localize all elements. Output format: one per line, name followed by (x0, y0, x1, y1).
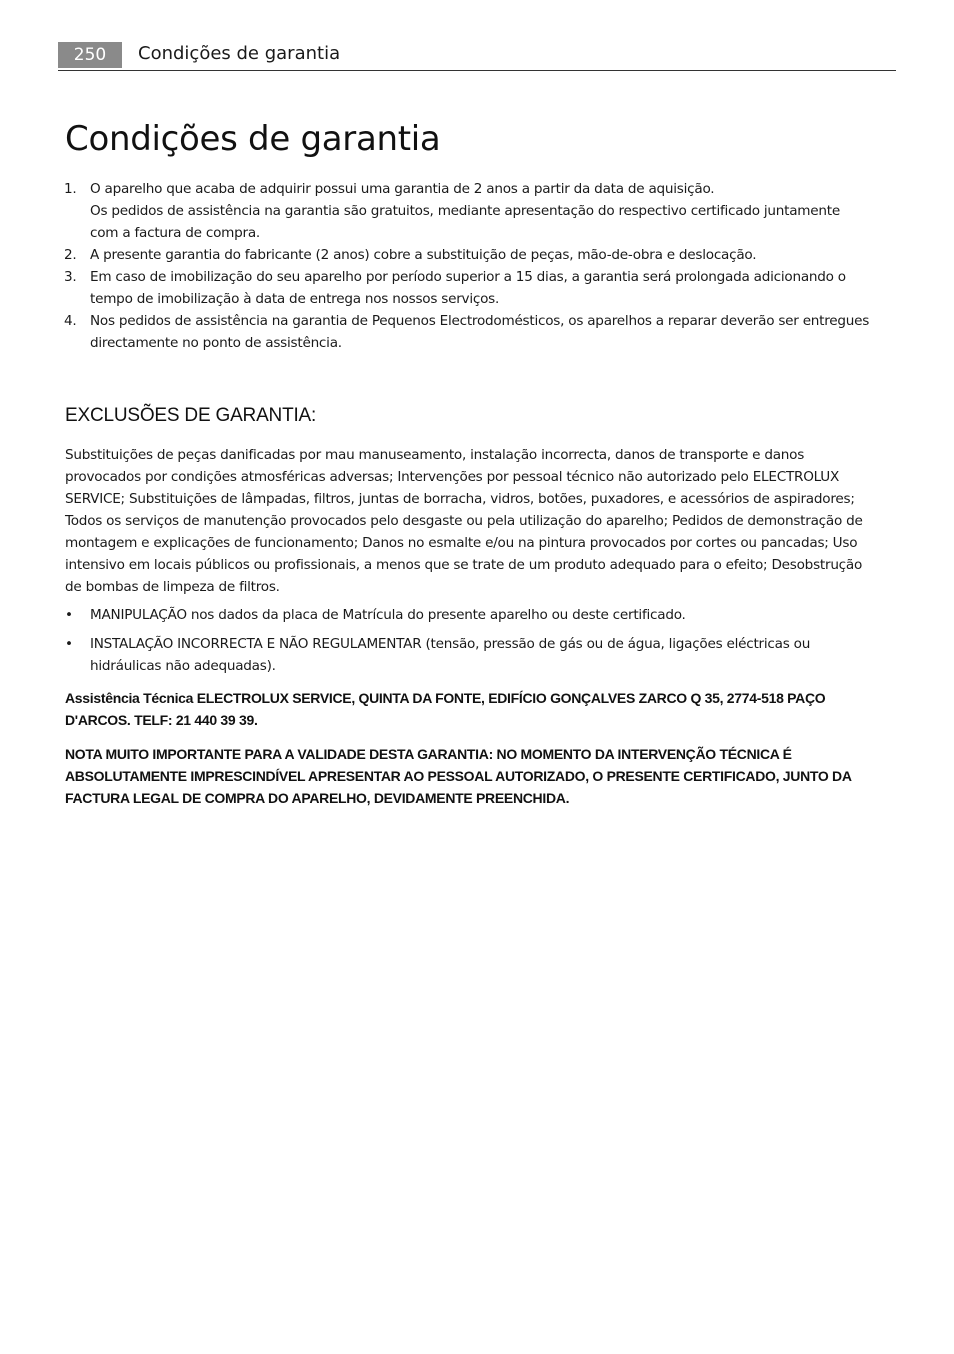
warranty-item-1 (65, 178, 895, 244)
text-line: provocados por condições atmosféricas adversas; Intervenções por pessoal técnico não autorizado pelo ELECTROLUX (65, 469, 840, 485)
text-line: Assistência Técnica ELECTROLUX SERVICE, QUINTA DA FONTE, EDIFÍCIO GONÇALVES ZARCO Q 35, 2774-518 PAÇO (65, 690, 826, 706)
list-number: 2. (64, 247, 77, 263)
page-title: Condições de garantia (65, 119, 441, 159)
warranty-item-2 (65, 244, 895, 266)
text-line: Todos os serviços de manutenção provocados pelo desgaste ou pela utilização do aparelho; Pedidos de demonstração de (65, 513, 863, 529)
text-line: montagem e explicações de funcionamento; Danos no esmalte e/ou na pintura provocados por cortes ou pancadas; Uso (65, 535, 858, 551)
text-line: Nos pedidos de assistência na garantia de Pequenos Electrodomésticos, os aparelhos a reparar deverão ser entregues (90, 313, 870, 329)
header-section-title: Condições de garantia (138, 43, 341, 64)
warranty-item-4 (65, 310, 895, 354)
list-number: 1. (64, 181, 77, 197)
text-line: D'ARCOS. TELF: 21 440 39 39. (65, 712, 258, 728)
exclusions-bullet-list (65, 604, 895, 677)
warranty-item-3 (65, 266, 895, 310)
exclusions-heading: EXCLUSÕES DE GARANTIA: (65, 405, 317, 426)
warranty-conditions-list (65, 178, 895, 354)
list-number: 3. (64, 269, 77, 285)
bullet-item-manipulation (65, 604, 895, 626)
page-number: 250 (58, 42, 122, 68)
text-line: tempo de imobilização à data de entrega nos nossos serviços. (90, 291, 500, 307)
exclusions-paragraph (65, 444, 895, 598)
important-warranty-note (65, 743, 895, 809)
text-line: intensivo em locais públicos ou profissionais, a menos que se trate de um produto adequado para o efeito; Desobstrução (65, 557, 863, 573)
list-number: 4. (64, 313, 77, 329)
text-line: Em caso de imobilização do seu aparelho por período superior a 15 dias, a garantia será prolongada adicionando o (90, 269, 846, 285)
bullet-icon: • (65, 636, 73, 652)
text-line: com a factura de compra. (90, 225, 260, 241)
bullet-icon: • (65, 607, 73, 623)
text-line: Substituições de peças danificadas por mau manuseamento, instalação incorrecta, danos de transporte e danos (65, 447, 805, 463)
text-line: ABSOLUTAMENTE IMPRESCINDÍVEL APRESENTAR AO PESSOAL AUTORIZADO, O PRESENTE CERTIFICADO, JUNTO DA (65, 768, 852, 784)
text-line: A presente garantia do fabricante (2 anos) cobre a substituição de peças, mão-de-obra e deslocação. (90, 247, 757, 263)
page-content (65, 112, 895, 809)
text-line: SERVICE; Substituições de lâmpadas, filtros, juntas de borracha, vidros, botões, puxadores, e acessórios de aspiradores; (65, 491, 855, 507)
bullet-item-installation (65, 633, 895, 677)
page-header (58, 40, 896, 71)
service-contact-info (65, 687, 895, 731)
text-line: O aparelho que acaba de adquirir possui uma garantia de 2 anos a partir da data de aquisição. (90, 181, 715, 197)
text-line: hidráulicas não adequadas). (90, 658, 276, 674)
text-line: MANIPULAÇÃO nos dados da placa de Matrícula do presente aparelho ou deste certificado. (90, 607, 686, 623)
text-line: directamente no ponto de assistência. (90, 335, 342, 351)
text-line: Os pedidos de assistência na garantia são gratuitos, mediante apresentação do respectivo certificado juntamente (90, 203, 840, 219)
text-line: INSTALAÇÃO INCORRECTA E NÃO REGULAMENTAR (tensão, pressão de gás ou de água, ligações eléctricas ou (90, 636, 811, 652)
text-line: NOTA MUITO IMPORTANTE PARA A VALIDADE DESTA GARANTIA: NO MOMENTO DA INTERVENÇÃO TÉCNICA É (65, 746, 792, 762)
text-line: de bombas de limpeza de filtros. (65, 579, 280, 595)
text-line: FACTURA LEGAL DE COMPRA DO APARELHO, DEVIDAMENTE PREENCHIDA. (65, 790, 570, 806)
